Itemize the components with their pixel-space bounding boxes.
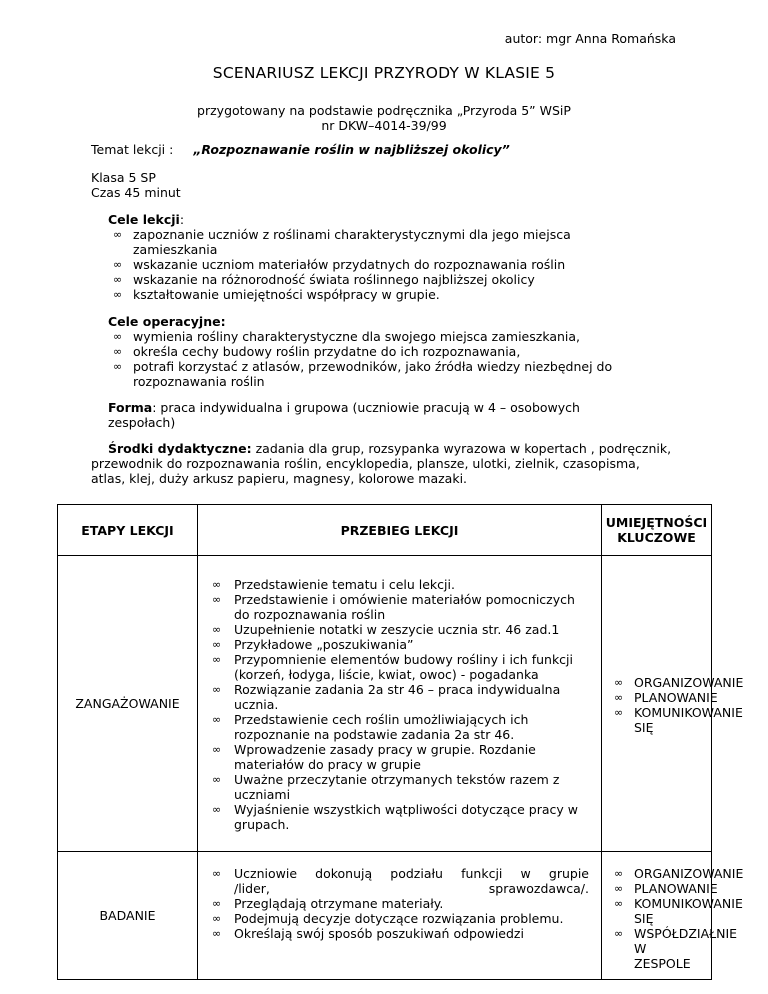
list-item: ∞ Wprowadzenie zasady pracy w grupie. Rozdanie materiałów do pracy w grupie [198, 742, 593, 772]
list-item: ∞ Przedstawienie i omówienie materiałów pomocniczych do rozpoznawania roślin [198, 592, 593, 622]
list-item: ∞ Przypomnienie elementów budowy rośliny i ich funkcji (korzeń, łodyga, liście, kwiat, owoc) - pogadanka [198, 652, 593, 682]
list-item: ∞ Uzupełnienie notatki w zeszycie ucznia str. 46 zad.1 [198, 622, 593, 637]
means-label: Środki dydaktyczne: [108, 441, 252, 456]
steps-cell [198, 556, 602, 852]
form-text: : praca indywidualna i grupowa (uczniowie pracują w 4 – osobowych zespołach) [108, 400, 580, 430]
operational-heading: Cele operacyjne: [108, 314, 226, 329]
list-item: ∞ wskazanie uczniom materiałów przydatnych do rozpoznawania roślin [91, 257, 691, 272]
list-item: ∞ Wyjaśnienie wszystkich wątpliwości dotyczące pracy w grupach. [198, 802, 593, 832]
list-item: ∞ Przeglądają otrzymane materiały. [198, 896, 593, 911]
list-item: ∞ zapoznanie uczniów z roślinami charakterystycznymi dla jego miejsca zamieszkania [91, 227, 633, 257]
author-line: autor: mgr Anna Romańska [504, 31, 676, 46]
operational-goals-section [91, 314, 691, 389]
form-paragraph [91, 400, 611, 430]
document-title: SCENARIUSZ LEKCJI PRZYRODY W KLASIE 5 [212, 64, 556, 82]
column-header: PRZEBIEG LEKCJI [198, 505, 602, 556]
list-item: ∞ Określają swój sposób poszukiwań odpowiedzi [198, 926, 593, 941]
list-item: ∞ określa cechy budowy roślin przydatne do ich rozpoznawania, [91, 344, 691, 359]
list-item: ∞ Przykładowe „poszukiwania” [198, 637, 593, 652]
list-item: ∞ potrafi korzystać z atlasów, przewodników, jako źródła wiedzy niezbędnej do rozpoznawania roślin [91, 359, 653, 389]
operational-list [91, 329, 691, 389]
topic-text: „Rozpoznawanie roślin w najbliższej okolicy” [193, 142, 510, 157]
form-label: Forma [108, 400, 153, 415]
lesson-table [57, 504, 744, 980]
means-paragraph [91, 441, 676, 486]
list-item: ∞ ORGANIZOWANIE [602, 866, 703, 881]
list-item: ∞ PLANOWANIE [602, 690, 703, 705]
skills-cell [602, 852, 744, 980]
list-item: ∞ Uczniowie dokonują podziału funkcji w grupie /lider, sprawozdawca/. [198, 866, 593, 896]
list-item: ∞ ORGANIZOWANIE [602, 675, 703, 690]
table-header-row [58, 505, 712, 556]
skills-cell [602, 556, 744, 852]
table-row [58, 556, 712, 852]
list-item: ∞ wymienia rośliny charakterystyczne dla swojego miejsca zamieszkania, [91, 329, 691, 344]
steps-cell [198, 852, 602, 980]
stage-cell: BADANIE [58, 852, 198, 980]
subtitle-line-2: nr DKW–4014-39/99 [321, 118, 447, 133]
list-item: ∞ wskazanie na różnorodność świata roślinnego najbliższej okolicy [91, 272, 691, 287]
list-item: ∞ WSPÓŁDZIAŁNIE W ZESPOLE [602, 926, 703, 971]
time-line: Czas 45 minut [91, 185, 181, 200]
list-item: ∞ KOMUNIKOWANIE SIĘ [602, 705, 703, 735]
lesson-topic [91, 142, 510, 157]
topic-label: Temat lekcji : [91, 142, 174, 157]
subtitle-line-1: przygotowany na podstawie podręcznika „Przyroda 5” WSiP [197, 103, 571, 118]
list-item: ∞ Uważne przeczytanie otrzymanych tekstów razem z uczniami [198, 772, 593, 802]
means-text: zadania dla grup, rozsypanka wyrazowa w kopertach , podręcznik, przewodnik do rozpoznawania roślin, encyklopedia, plansze, ulotki, zielnik, czasopisma, atlas, klej, duży arkusz papieru, magnesy, kolorowe mazaki. [91, 441, 672, 486]
stage-cell: ZANGAŻOWANIE [58, 556, 198, 852]
list-item: ∞ kształtowanie umiejętności współpracy w grupie. [91, 287, 691, 302]
class-line: Klasa 5 SP [91, 170, 156, 185]
subtitle [0, 103, 768, 133]
goals-heading: Cele lekcji: [108, 212, 185, 227]
list-item: ∞ KOMUNIKOWANIE SIĘ [602, 896, 703, 926]
column-header: UMIEJĘTNOŚCI KLUCZOWE [602, 505, 712, 556]
column-header: ETAPY LEKCJI [58, 505, 198, 556]
table-row [58, 852, 712, 980]
goals-list [91, 227, 691, 302]
list-item: ∞ Rozwiązanie zadania 2a str 46 – praca indywidualna ucznia. [198, 682, 593, 712]
list-item: ∞ Przedstawienie tematu i celu lekcji. [198, 577, 593, 592]
list-item: ∞ Przedstawienie cech roślin umożliwiających ich rozpoznanie na podstawie zadania 2a str 46. [198, 712, 593, 742]
class-info [91, 170, 181, 200]
goals-section [91, 212, 691, 302]
list-item: ∞ PLANOWANIE [602, 881, 703, 896]
list-item: ∞ Podejmują decyzje dotyczące rozwiązania problemu. [198, 911, 593, 926]
